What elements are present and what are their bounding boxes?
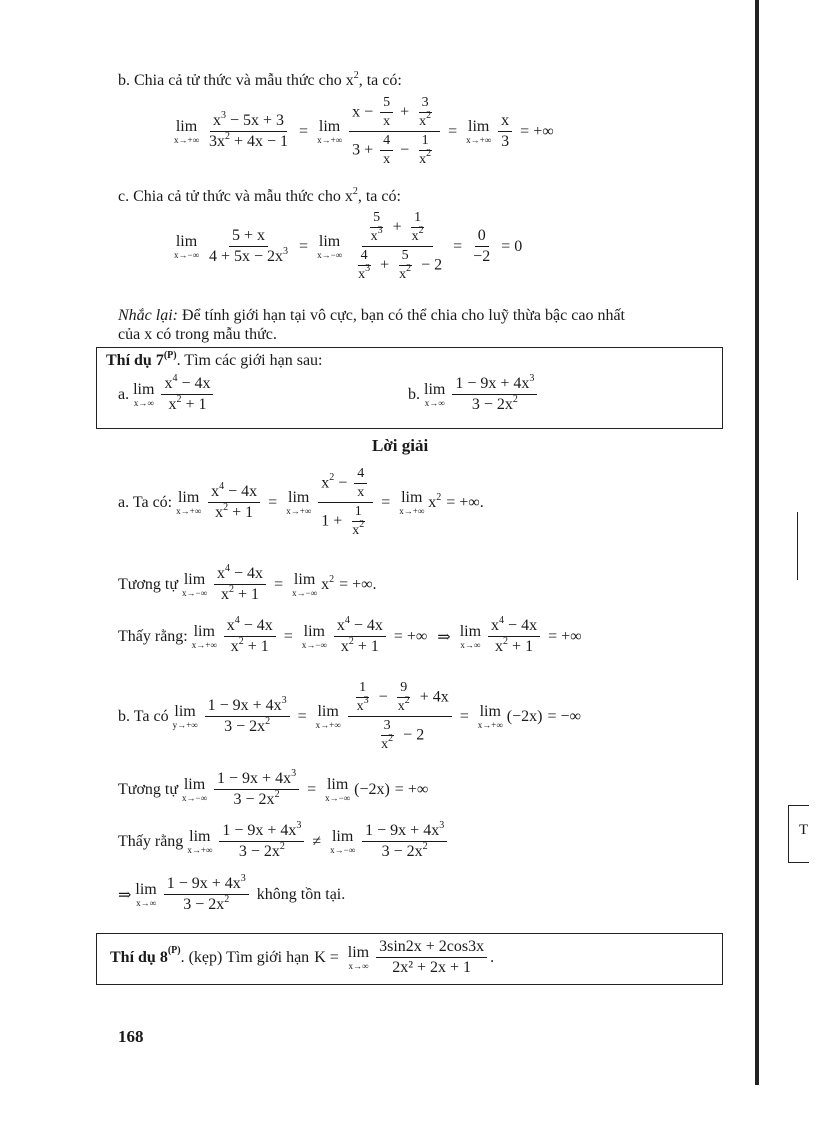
side-bracket	[797, 512, 798, 580]
reminder-line-1: Nhắc lại: Để tính giới hạn tại vô cực, bạn có thể chia cho luỹ thừa bậc cao nhất	[118, 307, 625, 324]
part-c-equation: lim x→−∞ $\frac{5 + x}{4 + 5x - 2x^3}$ = lim x→−∞ $\frac{5}{x^3}$ + $\frac{1}{x^2}$ $\frac{4}{x^3}$ + $\frac{5}{x^2}$ − 2 = $\frac{0}{-2}$ = 0	[174, 210, 523, 283]
example-7-title: Thí dụ $7^{(P)}$. Tìm các giới hạn sau:	[106, 350, 323, 369]
part-b-intro: b. Chia cả tử thức và mẫu thức cho $x^2$, ta có:	[118, 70, 402, 89]
reminder-line-2: của x có trong mẫu thức.	[118, 326, 277, 343]
part-b-equation: lim x→+∞ $\frac{x^3 - 5x + 3}{3x^2 + 4x - 1}$ = lim x→+∞ x − $\frac{5}{x}$ + $\frac{3}{x^2}$ 3 + $\frac{4}{x}$ − $\frac{1}{x^2}$ = lim x→+∞ $\frac{x}{3}$ = +∞	[174, 95, 554, 168]
example-7-b: b. lim x→∞ $\frac{1 - 9x + 4x^3}{3 - 2x^2}$	[408, 375, 540, 415]
page-edge-rule	[755, 0, 759, 1085]
solution-b: b. Ta có lim y→+∞ $\frac{1 - 9x + 4x^3}{3 - 2x^2}$ = lim x→+∞ $\frac{1}{x^3}$ − $\frac{9}{x^2}$ + 4x $\frac{3}{x^2}$ − 2 = lim x→+∞ (−2x) = −∞	[118, 680, 581, 753]
solution-a: a. Ta có: lim x→+∞ $\frac{x^4 - 4x}{x^2 + 1}$ = lim x→+∞ $x^2$ − $\frac{4}{x}$ 1 + $\frac{1}{x^2}$ = lim x→+∞ $x^2$ = +∞.	[118, 466, 484, 539]
solution-b-conclusion: ⇒ lim x→∞ $\frac{1 - 9x + 4x^3}{3 - 2x^2}$ không tồn tại.	[118, 873, 346, 914]
side-letter: T	[799, 822, 809, 838]
solution-b-compare: Thấy rằng lim x→+∞ $\frac{1 - 9x + 4x^3}{3 - 2x^2}$ ≠ lim x→−∞ $\frac{1 - 9x + 4x^3}{3 - 2x^2}$	[118, 822, 450, 862]
solution-a-conclusion: Thấy rằng: lim x→+∞ $\frac{x^4 - 4x}{x^2 + 1}$ = lim x→−∞ $\frac{x^4 - 4x}{x^2 + 1}$ = +∞ ⇒ lim x→∞ $\frac{x^4 - 4x}{x^2 + 1}$ = +∞	[118, 615, 582, 656]
page-number: 168	[118, 1027, 144, 1046]
example-8-text: Thí dụ 8 (P) . (kẹp) Tìm giới hạn K = lim x→∞ $\frac{3\sin 2x + 2\cos 3x}{\text{2x² + 2x + 1}}$ .	[110, 938, 495, 977]
solution-title: Lời giải	[372, 436, 429, 455]
example-7-a: a. lim x→∞ $\frac{x^4 - 4x}{x^2 + 1}$	[118, 375, 216, 415]
solution-a-similar: Tương tự lim x→−∞ $\frac{x^4 - 4x}{x^2 + 1}$ = lim x→−∞ $x^2$ = +∞.	[118, 563, 377, 604]
solution-b-similar: Tương tự lim x→−∞ $\frac{1 - 9x + 4x^3}{3 - 2x^2}$ = lim x→−∞ (−2x) = +∞	[118, 768, 429, 809]
part-c-intro: c. Chia cả tử thức và mẫu thức cho $x^2$, ta có:	[118, 186, 401, 205]
